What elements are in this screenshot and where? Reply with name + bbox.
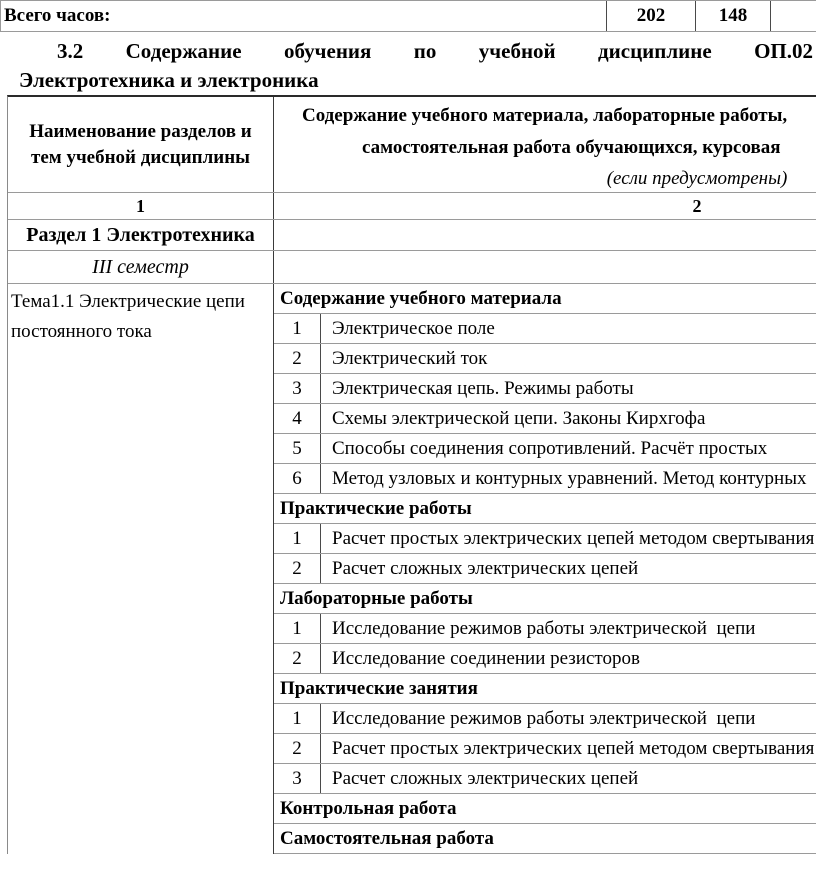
- column-header-sections-line-1: Наименование разделов и: [29, 120, 252, 142]
- section-1-row: [8, 220, 816, 251]
- column-header-sections: [8, 97, 274, 192]
- content-section-header-row: [274, 284, 816, 314]
- item-number: 2: [274, 344, 321, 373]
- content-item-row: [274, 554, 816, 584]
- item-text: Электрическая цепь. Режимы работы: [332, 377, 634, 399]
- item-number: 3: [274, 374, 321, 403]
- content-item-row: [274, 734, 816, 764]
- column-header-content-line-3: (если предусмотрены): [606, 168, 788, 189]
- item-number: 1: [274, 614, 321, 643]
- content-item-row: [274, 644, 816, 674]
- section-title: [19, 37, 813, 95]
- item-text: Исследование режимов работы электрической цепи: [332, 707, 756, 729]
- section-title-text: Контрольная работа: [280, 797, 457, 819]
- content-rows: [274, 284, 816, 854]
- total-hours-value-2: 148: [695, 1, 770, 31]
- semester-label: III семестр: [8, 251, 274, 283]
- item-number: 1: [274, 524, 321, 553]
- content-section-header-row: [274, 584, 816, 614]
- column-index-row: [8, 193, 816, 220]
- item-text: Способы соединения сопротивлений. Расчёт простых: [332, 437, 768, 459]
- semester-row: [8, 251, 816, 284]
- item-text: Расчет простых электрических цепей методом свертывания: [332, 737, 815, 759]
- topic-1-1-label: Тема1.1 Электрические цепи постоянного тока: [8, 284, 274, 854]
- item-number: 2: [274, 644, 321, 673]
- item-text: Расчет сложных электрических цепей: [332, 557, 639, 579]
- semester-empty-cell: [274, 251, 816, 283]
- item-text: Электрический ток: [332, 347, 488, 369]
- section-1-empty-cell: [274, 220, 816, 250]
- column-header-content-line-1: Содержание учебного материала, лабораторные работы,: [302, 105, 788, 126]
- section-title-text: Самостоятельная работа: [280, 827, 494, 849]
- item-text: Исследование соединении резисторов: [332, 647, 640, 669]
- item-text: Электрическое поле: [332, 317, 495, 339]
- content-item-row: [274, 704, 816, 734]
- section-title-text: Практические работы: [280, 497, 472, 519]
- content-item-row: [274, 434, 816, 464]
- content-item-row: [274, 764, 816, 794]
- column-index-2: 2: [692, 195, 702, 216]
- content-item-row: [274, 344, 816, 374]
- section-1-label: Раздел 1 Электротехника: [8, 220, 274, 250]
- column-header-content: [274, 97, 816, 192]
- table-header-row: [8, 97, 816, 193]
- section-title-text: Лабораторные работы: [280, 587, 473, 609]
- item-number: 1: [274, 314, 321, 343]
- total-hours-label: Всего часов:: [0, 1, 606, 31]
- content-item-row: [274, 404, 816, 434]
- item-number: 2: [274, 554, 321, 583]
- section-title-line-1: 3.2 Содержание обучения по учебной дисциплине ОП.02: [57, 39, 813, 63]
- content-section-header-row: [274, 494, 816, 524]
- item-text: Расчет сложных электрических цепей: [332, 767, 639, 789]
- column-header-sections-line-2: тем учебной дисциплины: [31, 146, 250, 168]
- content-section-header-row: [274, 674, 816, 704]
- item-text: Метод узловых и контурных уравнений. Метод контурных: [332, 467, 807, 489]
- content-item-row: [274, 374, 816, 404]
- item-number: 3: [274, 764, 321, 793]
- item-number: 2: [274, 734, 321, 763]
- content-item-row: [274, 614, 816, 644]
- column-header-content-line-2: самостоятельная работа обучающихся, курсовая: [362, 137, 781, 158]
- item-text: Схемы электрической цепи. Законы Кирхгофа: [332, 407, 706, 429]
- total-hours-value-1: 202: [606, 1, 695, 31]
- column-index-1: 1: [8, 193, 274, 219]
- content-section-header-row: [274, 824, 816, 854]
- item-number: 1: [274, 704, 321, 733]
- curriculum-table: [7, 95, 816, 854]
- item-number: 6: [274, 464, 321, 493]
- section-title-text: Содержание учебного материала: [280, 287, 562, 309]
- item-text: Расчет простых электрических цепей методом свертывания: [332, 527, 815, 549]
- topic-1-1-row: [8, 284, 816, 854]
- content-item-row: [274, 314, 816, 344]
- total-hours-row: [0, 0, 816, 32]
- total-hours-empty-cell: [770, 1, 816, 31]
- section-title-text: Практические занятия: [280, 677, 478, 699]
- content-item-row: [274, 524, 816, 554]
- item-text: Исследование режимов работы электрической цепи: [332, 617, 756, 639]
- section-title-line-2: Электротехника и электроника: [19, 68, 319, 92]
- content-section-header-row: [274, 794, 816, 824]
- item-number: 4: [274, 404, 321, 433]
- item-number: 5: [274, 434, 321, 463]
- content-item-row: [274, 464, 816, 494]
